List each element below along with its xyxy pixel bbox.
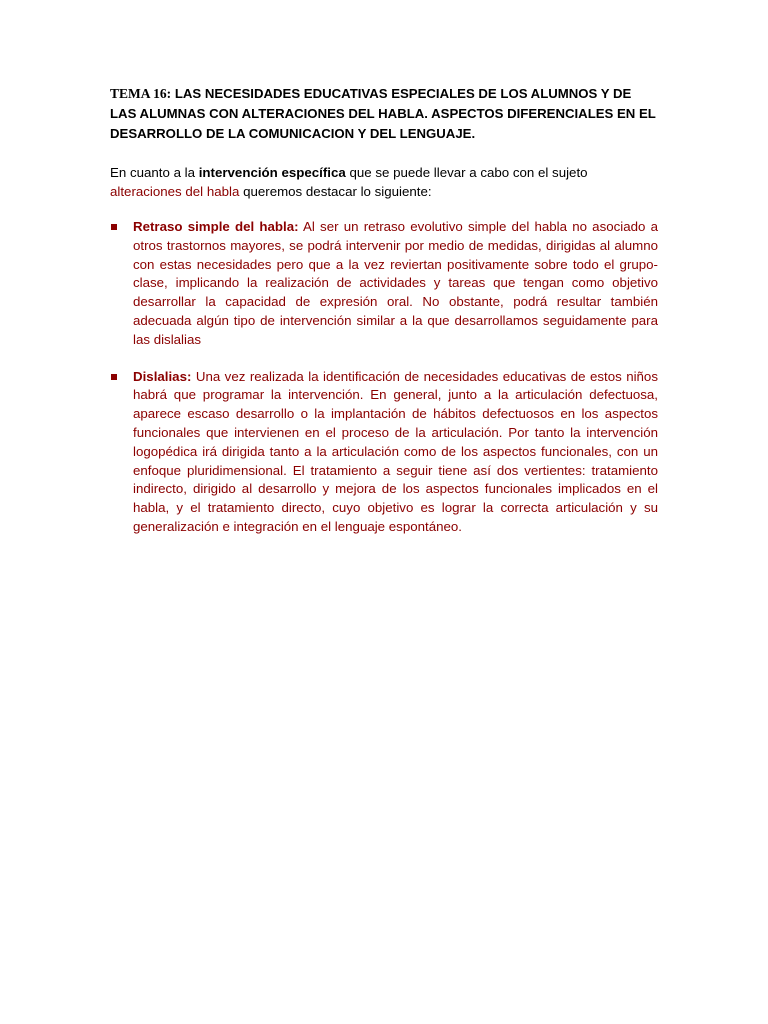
bullet-list — [110, 218, 658, 537]
square-bullet-icon — [111, 374, 117, 380]
document-heading — [110, 84, 658, 144]
intro-paragraph — [110, 163, 658, 201]
list-item-title: Dislalias: — [133, 368, 192, 384]
intro-highlight: alteraciones del habla — [110, 184, 240, 199]
list-item-title: Retraso simple del habla: — [133, 219, 299, 234]
intro-part1: En cuanto a la — [110, 165, 196, 180]
heading-prefix: TEMA 16: — [110, 86, 172, 101]
intro-part2: que se puede llevar a cabo con el sujeto — [349, 165, 588, 180]
intro-part3: queremos destacar lo siguiente: — [243, 184, 432, 199]
list-item-text: Una vez realizada la identificación de necesidades educativas de estos niños habrá que programar la intervención. En general, junto a la articulación defectuosa, aparece escaso desarrollo o la implantación de hábitos defectuosos en los aspectos funcionales que intervienen en el proceso de la articulación. Por tanto la intervención logopédica irá dirigida tanto a la articulación como de los aspectos funcionales, con un enfoque pluridimensional. El tratamiento a seguir tiene así dos vertientes: tratamiento indirecto, dirigido al desarrollo y mejora de los aspectos funcionales implicados en el habla, y el tratamiento directo, cuyo objetivo es lograr la correcta articulación y su generalización e integración en el lenguaje espontáneo. — [133, 368, 658, 534]
document-page — [110, 84, 658, 555]
square-bullet-icon — [111, 224, 117, 230]
list-item — [110, 368, 658, 537]
heading-title: LAS NECESIDADES EDUCATIVAS ESPECIALES DE LOS ALUMNOS Y DE LAS ALUMNAS CON ALTERACIONES DEL HABLA. ASPECTOS DIFERENCIALES EN EL DESARROLLO DE LA COMUNICACION Y DEL LENGUAJE. — [110, 86, 656, 141]
intro-bold-term: intervención específica — [198, 165, 346, 180]
list-item — [110, 218, 658, 350]
list-item-text: Al ser un retraso evolutivo simple del habla no asociado a otros trastornos mayores, se podrá intervenir por medio de medidas, dirigidas al alumno con estas necesidades pero que a la vez reviertan positivamente sobre todo el grupo-clase, implicando la realización de actividades y tareas que tengan como objetivo desarrollar la capacidad de expresión oral. No obstante, podrá resultar también adecuada algún tipo de intervención similar a la que desarrollamos seguidamente para las dislalias — [133, 219, 658, 347]
